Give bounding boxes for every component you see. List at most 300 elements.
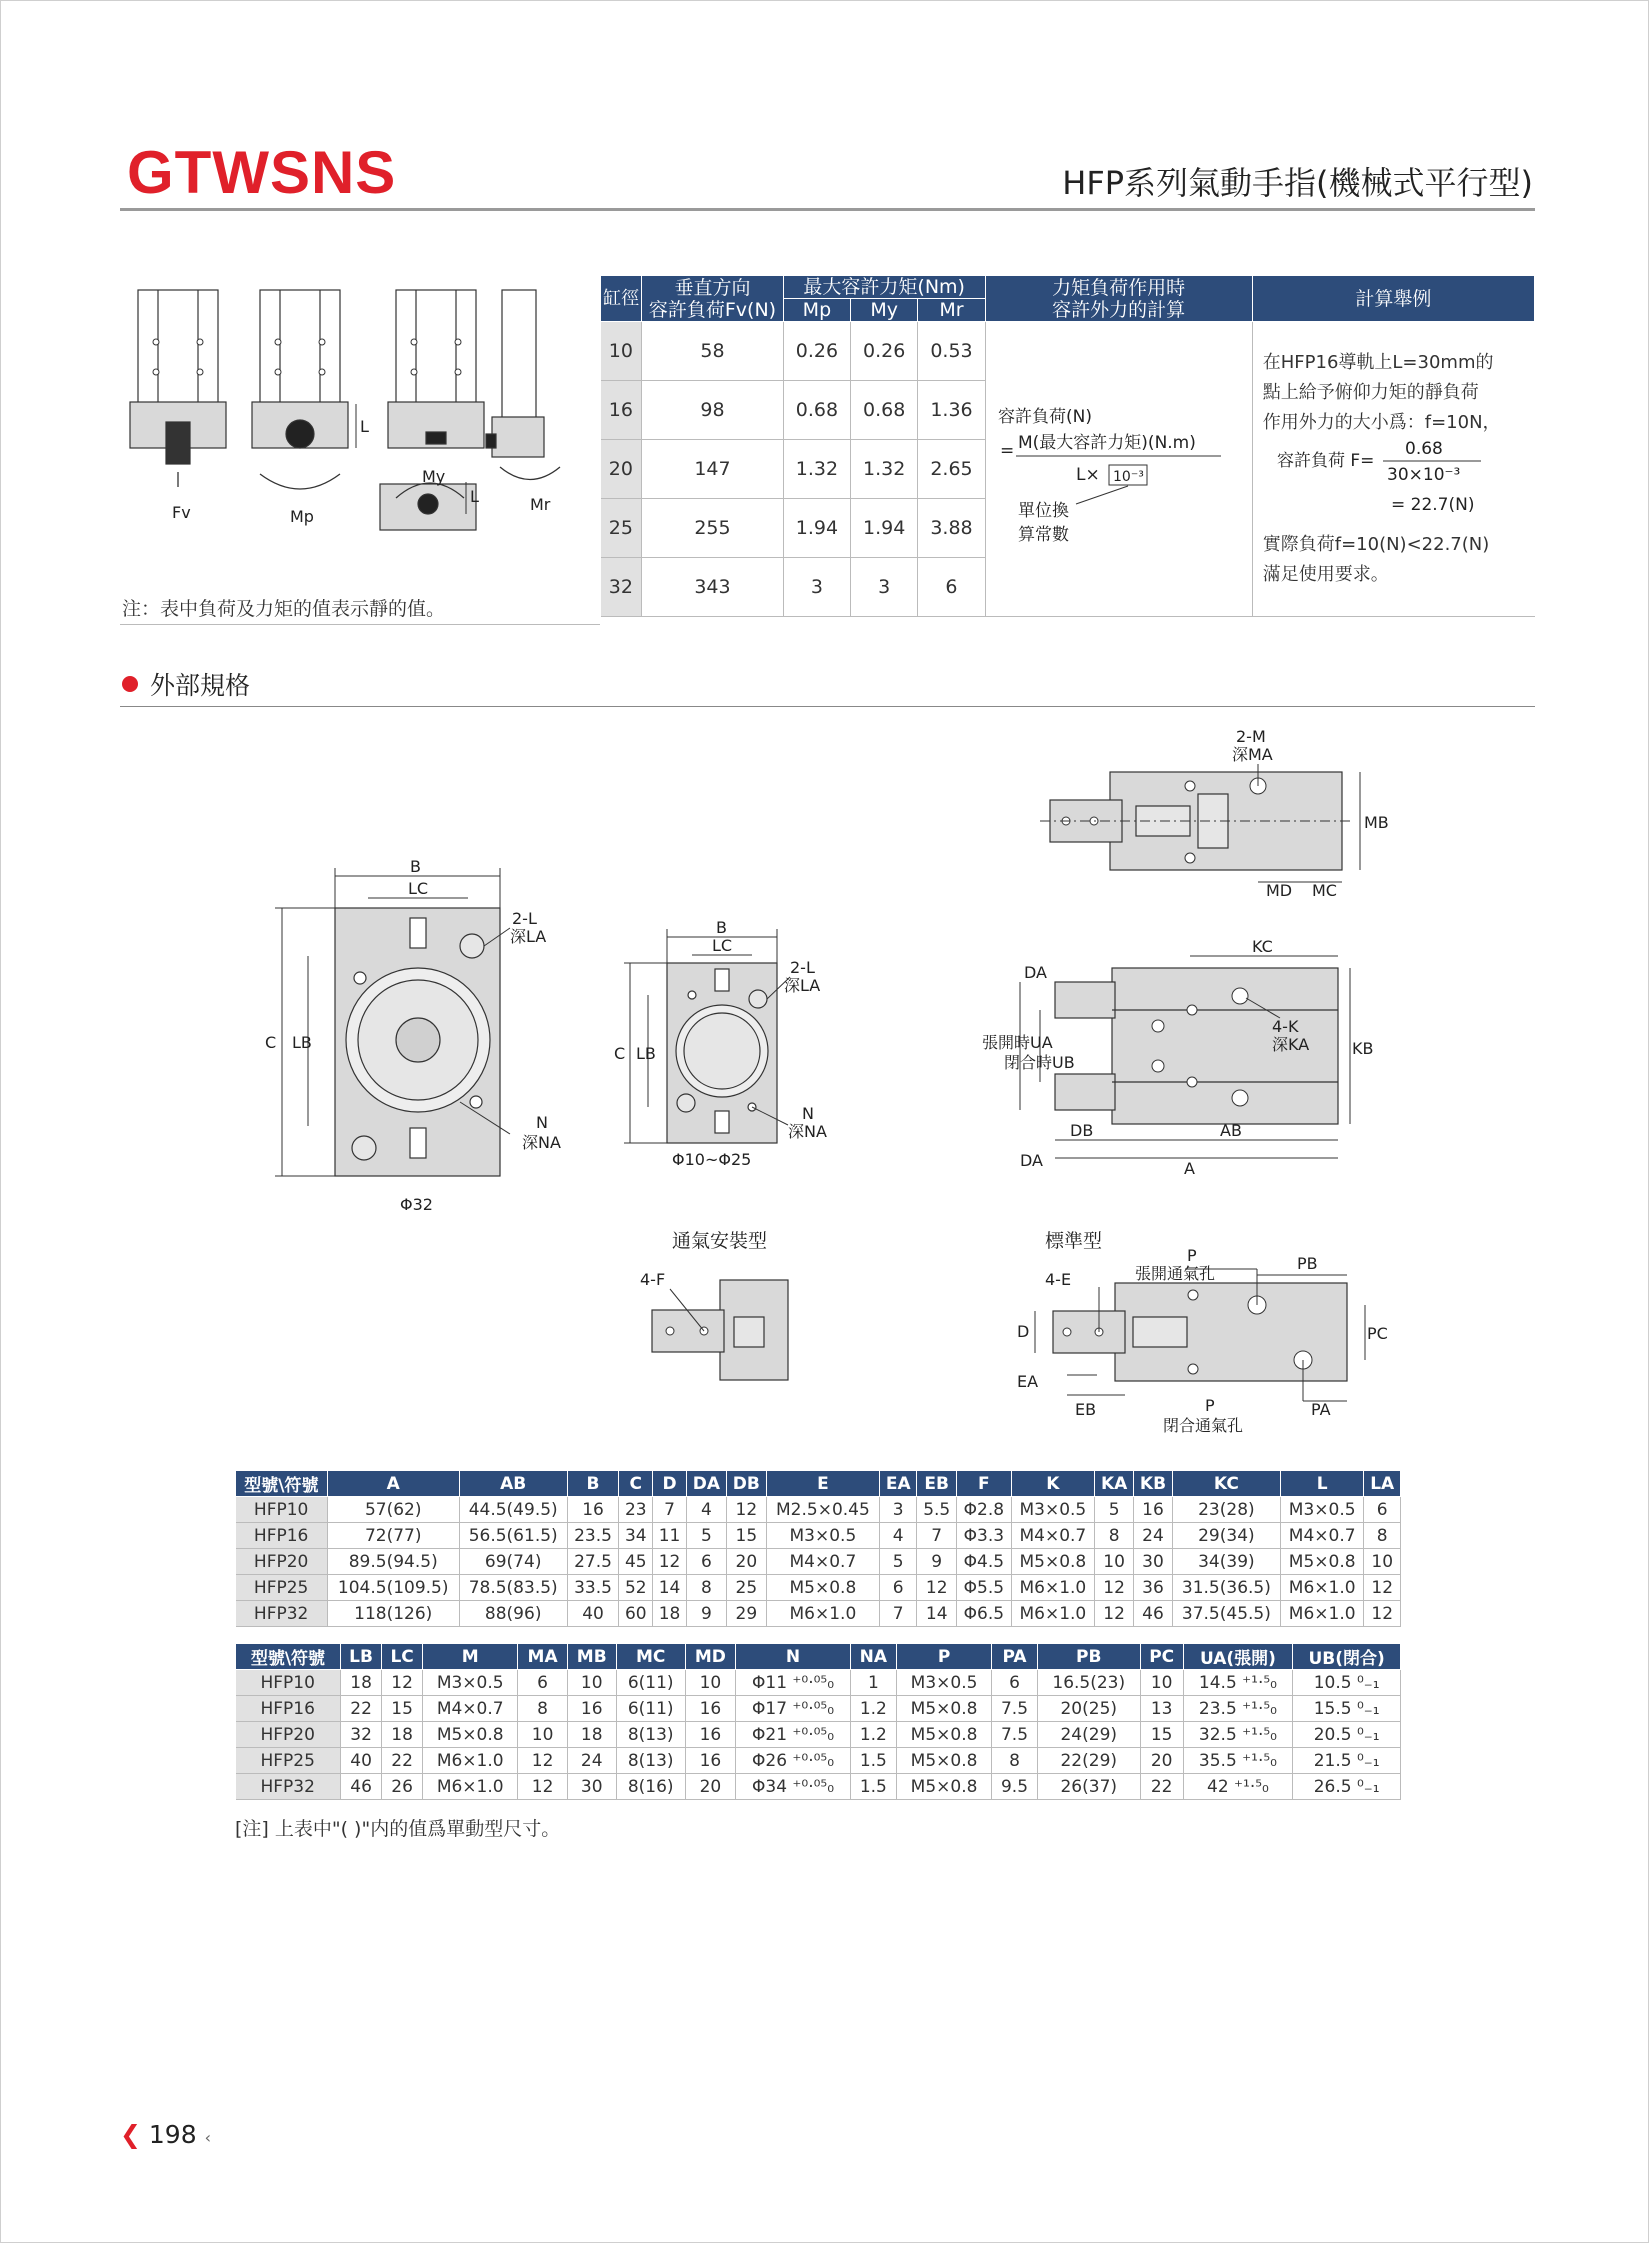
table-cell: M5×0.8 xyxy=(422,1722,518,1748)
spec-table-2 xyxy=(235,1643,1401,1800)
dim-4k: 4-K xyxy=(1272,1017,1299,1036)
table-cell: 15 xyxy=(726,1523,766,1549)
svg-text:30×10⁻³: 30×10⁻³ xyxy=(1386,465,1461,485)
dim-n: N xyxy=(536,1113,548,1132)
table-row: 16 98 0.68 0.68 1.36 xyxy=(601,381,1535,440)
table-cell: 18 xyxy=(653,1601,687,1627)
table-row xyxy=(236,1497,1401,1523)
table-cell: 15 xyxy=(382,1696,423,1722)
spec-table-2-body xyxy=(236,1670,1401,1800)
table-cell: 32 xyxy=(340,1722,381,1748)
spec1-col-5: D xyxy=(653,1471,687,1497)
table-cell: 9 xyxy=(686,1601,726,1627)
table-cell: M3×0.5 xyxy=(766,1523,879,1549)
table-cell: 34(39) xyxy=(1172,1549,1280,1575)
table-cell: 89.5(94.5) xyxy=(327,1549,459,1575)
table-cell: 88(96) xyxy=(459,1601,567,1627)
table-cell: 29(34) xyxy=(1172,1523,1280,1549)
table-cell: 6(11) xyxy=(616,1670,685,1696)
example-graphic xyxy=(1263,438,1523,520)
table-cell: 1 xyxy=(850,1670,896,1696)
table-cell: 1.5 xyxy=(850,1748,896,1774)
formula-cell xyxy=(985,322,1252,617)
table-cell: 23(28) xyxy=(1172,1497,1280,1523)
table-cell: HFP10 xyxy=(236,1497,328,1523)
table-cell: M5×0.8 xyxy=(1280,1549,1364,1575)
col-calc: 力矩負荷作用時 容許外力的計算 xyxy=(985,276,1252,322)
table-cell: 14 xyxy=(917,1601,957,1627)
vent-mount-title: 通氣安裝型 xyxy=(672,1230,768,1252)
spec1-col-15: KC xyxy=(1172,1471,1280,1497)
dim-depth-na: 深NA xyxy=(522,1133,561,1152)
table-cell: M4×0.7 xyxy=(1280,1523,1364,1549)
dim-kc: KC xyxy=(1252,937,1273,956)
dim-eb: EB xyxy=(1075,1400,1097,1419)
vent-mount-view xyxy=(630,1225,810,1390)
table-cell: 30 xyxy=(567,1774,616,1800)
table-cell: 4 xyxy=(880,1523,917,1549)
table-cell: 8(13) xyxy=(616,1722,685,1748)
table-cell: 12 xyxy=(1095,1601,1134,1627)
spec1-col-14: KB xyxy=(1134,1471,1173,1497)
table-cell: Φ3.3 xyxy=(957,1523,1012,1549)
table-cell: M6×1.0 xyxy=(422,1748,518,1774)
table-cell: 44.5(49.5) xyxy=(459,1497,567,1523)
table-cell: 33.5 xyxy=(567,1575,619,1601)
table-cell: 5.5 xyxy=(917,1497,957,1523)
table-cell: 22 xyxy=(382,1748,423,1774)
table-cell: 78.5(83.5) xyxy=(459,1575,567,1601)
table-cell: 6 xyxy=(518,1670,567,1696)
dim-4f: 4-F xyxy=(640,1270,666,1289)
svg-text:M(最大容許力矩)(N.m): M(最大容許力矩)(N.m) xyxy=(1017,432,1196,453)
spec1-col-11: F xyxy=(957,1471,1012,1497)
spec-table-1 xyxy=(235,1470,1401,1627)
table-cell: HFP32 xyxy=(236,1774,341,1800)
table-cell: 20(25) xyxy=(1037,1696,1140,1722)
spec2-col-0: 型號\符號 xyxy=(236,1644,341,1670)
table-cell: HFP25 xyxy=(236,1748,341,1774)
table-cell: 24 xyxy=(1134,1523,1173,1549)
table-cell: 11 xyxy=(653,1523,687,1549)
table-cell: 3 xyxy=(880,1497,917,1523)
table-cell: 46 xyxy=(340,1774,381,1800)
table-cell: M6×1.0 xyxy=(422,1774,518,1800)
dim-c: C xyxy=(265,1033,277,1052)
table-row xyxy=(236,1549,1401,1575)
spec2-col-13: PC xyxy=(1140,1644,1183,1670)
table-cell: 25 xyxy=(726,1575,766,1601)
svg-text:單位換: 單位換 xyxy=(1017,500,1069,521)
col-max-moment: 最大容許力矩(Nm) xyxy=(783,276,985,299)
dim-lc: LC xyxy=(408,879,429,898)
spec1-col-1: A xyxy=(327,1471,459,1497)
table-row xyxy=(236,1575,1401,1601)
table-row xyxy=(236,1748,1401,1774)
spec2-col-8: N xyxy=(736,1644,851,1670)
dim-lb: LB xyxy=(292,1033,312,1052)
label-l-distance: L xyxy=(360,417,369,436)
table-cell: 20 xyxy=(685,1774,735,1800)
spec1-col-16: L xyxy=(1280,1471,1364,1497)
table-cell: 10 xyxy=(567,1670,616,1696)
table-cell: Φ4.5 xyxy=(957,1549,1012,1575)
spec1-col-12: K xyxy=(1011,1471,1095,1497)
spec-table-1-body xyxy=(236,1497,1401,1627)
table-cell: M6×1.0 xyxy=(1280,1575,1364,1601)
table-cell: Φ6.5 xyxy=(957,1601,1012,1627)
table-cell: 1.2 xyxy=(850,1722,896,1748)
label-phi10-25: Φ10~Φ25 xyxy=(672,1150,752,1169)
table-cell: 8(13) xyxy=(616,1748,685,1774)
table-cell: HFP32 xyxy=(236,1601,328,1627)
table-cell: 16 xyxy=(567,1497,619,1523)
table-cell: 23.5 xyxy=(567,1523,619,1549)
col-mr: Mr xyxy=(918,299,985,322)
table-cell: 12 xyxy=(382,1670,423,1696)
spec1-col-9: EA xyxy=(880,1471,917,1497)
chevron-small-icon: ‹ xyxy=(204,2128,211,2147)
svg-text:算常數: 算常數 xyxy=(1017,524,1069,545)
table-cell: 16.5(23) xyxy=(1037,1670,1140,1696)
table-cell: 21.5 ⁰₋₁ xyxy=(1293,1748,1401,1774)
table-cell: M6×1.0 xyxy=(766,1601,879,1627)
label-open-port: 張開通氣孔 xyxy=(1135,1264,1216,1283)
table-cell: 60 xyxy=(619,1601,653,1627)
dim-depth-na-small: 深NA xyxy=(788,1122,827,1141)
table-cell: 29 xyxy=(726,1601,766,1627)
series-title: HFP系列氣動手指(機械式平行型) xyxy=(1062,164,1533,202)
table-cell: 12 xyxy=(518,1748,567,1774)
table-cell: 16 xyxy=(1134,1497,1173,1523)
dim-pa: PA xyxy=(1311,1400,1331,1419)
spec2-col-5: MB xyxy=(567,1644,616,1670)
table-cell: 10 xyxy=(1140,1670,1183,1696)
col-vertical-load: 垂直方向 容許負荷Fv(N) xyxy=(642,276,784,322)
table-cell: M5×0.8 xyxy=(896,1696,992,1722)
table-cell: M2.5×0.45 xyxy=(766,1497,879,1523)
table-cell: M5×0.8 xyxy=(1011,1549,1095,1575)
chevron-left-icon: ❮ xyxy=(120,2120,141,2149)
table-row xyxy=(236,1670,1401,1696)
svg-text:容許負荷 F=: 容許負荷 F= xyxy=(1276,451,1375,471)
table-cell: 56.5(61.5) xyxy=(459,1523,567,1549)
table-cell: 9.5 xyxy=(992,1774,1037,1800)
table-cell: M5×0.8 xyxy=(896,1774,992,1800)
table-cell: M3×0.5 xyxy=(896,1670,992,1696)
table-cell: M3×0.5 xyxy=(1280,1497,1364,1523)
spec2-col-6: MC xyxy=(616,1644,685,1670)
table-cell: 22 xyxy=(340,1696,381,1722)
page-number: ❮ 198 ‹ xyxy=(120,2120,211,2149)
spec1-col-8: E xyxy=(766,1471,879,1497)
label-close-port: 閉合通氣孔 xyxy=(1163,1416,1244,1435)
spec1-col-6: DA xyxy=(686,1471,726,1497)
section-title: 外部規格 xyxy=(122,666,250,702)
spec1-col-10: EB xyxy=(917,1471,957,1497)
label-mr: Mr xyxy=(530,495,551,514)
table-cell: 46 xyxy=(1134,1601,1173,1627)
table-cell: 12 xyxy=(726,1497,766,1523)
dim-depth-la: 深LA xyxy=(510,927,547,946)
table-cell: 6 xyxy=(686,1549,726,1575)
top-view xyxy=(1040,728,1390,898)
dim-ab: AB xyxy=(1220,1121,1242,1140)
example-cell: 在HFP16導軌上L=30mm的 點上給予俯仰力矩的靜負荷 作用外力的大小爲：f=10N， 容許負荷 F= 0.68 30×10⁻³ = 22.7(N) 實際負荷f=10(N)<22.7(N) 滿足使用要求。 xyxy=(1252,322,1534,617)
table-cell: 40 xyxy=(340,1748,381,1774)
dim-p-open: P xyxy=(1187,1246,1197,1265)
table-cell: 12 xyxy=(917,1575,957,1601)
table-cell: Φ26 ⁺⁰·⁰⁵₀ xyxy=(736,1748,851,1774)
table-cell: 8 xyxy=(518,1696,567,1722)
note-rule xyxy=(120,624,600,625)
dim-ua: 張開時UA xyxy=(982,1033,1053,1052)
dim-pc: PC xyxy=(1367,1324,1388,1343)
table-cell: 57(62) xyxy=(327,1497,459,1523)
table-cell: HFP16 xyxy=(236,1696,341,1722)
table-cell: 36 xyxy=(1134,1575,1173,1601)
table-cell: 24 xyxy=(567,1748,616,1774)
table-row xyxy=(236,1523,1401,1549)
table-cell: 23 xyxy=(619,1497,653,1523)
table-cell: 42 ⁺¹·⁵₀ xyxy=(1183,1774,1293,1800)
table-cell: 10 xyxy=(518,1722,567,1748)
table-cell: 45 xyxy=(619,1549,653,1575)
table-cell: M5×0.8 xyxy=(766,1575,879,1601)
svg-text:L×: L× xyxy=(1075,464,1100,485)
dim-md: MD xyxy=(1266,881,1293,900)
table-cell: 6 xyxy=(992,1670,1037,1696)
spec2-col-4: MA xyxy=(518,1644,567,1670)
table-cell: 72(77) xyxy=(327,1523,459,1549)
label-l-distance-side: L xyxy=(470,487,479,506)
table-cell: HFP25 xyxy=(236,1575,328,1601)
bullet-icon xyxy=(122,676,138,692)
table-cell: 8 xyxy=(1364,1523,1401,1549)
table-cell: 34 xyxy=(619,1523,653,1549)
dim-depth-ma: 深MA xyxy=(1232,745,1273,764)
table-cell: HFP16 xyxy=(236,1523,328,1549)
dim-db: DB xyxy=(1070,1121,1094,1140)
dim-n-small: N xyxy=(802,1104,814,1123)
svg-text:=: = xyxy=(999,440,1014,461)
table-cell: 35.5 ⁺¹·⁵₀ xyxy=(1183,1748,1293,1774)
dim-p-close: P xyxy=(1205,1396,1215,1415)
table-cell: Φ2.8 xyxy=(957,1497,1012,1523)
table-cell: M3×0.5 xyxy=(422,1670,518,1696)
table-cell: 30 xyxy=(1134,1549,1173,1575)
table-cell: 8 xyxy=(686,1575,726,1601)
table-cell: Φ21 ⁺⁰·⁰⁵₀ xyxy=(736,1722,851,1748)
table-cell: 31.5(36.5) xyxy=(1172,1575,1280,1601)
table-cell: 13 xyxy=(1140,1696,1183,1722)
table-cell: Φ34 ⁺⁰·⁰⁵₀ xyxy=(736,1774,851,1800)
dim-d: D xyxy=(1017,1322,1030,1341)
table-cell: HFP20 xyxy=(236,1549,328,1575)
table-cell: 26 xyxy=(382,1774,423,1800)
front-view-phi32 xyxy=(260,858,560,1218)
table-cell: 15 xyxy=(1140,1722,1183,1748)
table-cell: M3×0.5 xyxy=(1011,1497,1095,1523)
table-cell: 5 xyxy=(880,1549,917,1575)
dim-a: A xyxy=(1184,1159,1195,1178)
table-row xyxy=(236,1774,1401,1800)
col-example: 計算舉例 xyxy=(1252,276,1534,322)
table-cell: 16 xyxy=(685,1722,735,1748)
spec2-col-7: MD xyxy=(685,1644,735,1670)
table-cell: M5×0.8 xyxy=(896,1748,992,1774)
table-cell: 6 xyxy=(880,1575,917,1601)
spec-table-2-header xyxy=(236,1644,1401,1670)
table-cell: HFP20 xyxy=(236,1722,341,1748)
table-cell: 12 xyxy=(518,1774,567,1800)
brand-logo: GTWSNS xyxy=(127,139,397,206)
load-table xyxy=(600,275,1535,617)
dim-depth-ka: 深KA xyxy=(1272,1035,1310,1054)
spec2-col-1: LB xyxy=(340,1644,381,1670)
col-bore: 缸徑 xyxy=(601,276,642,322)
table-row xyxy=(236,1696,1401,1722)
spec1-col-0: 型號\符號 xyxy=(236,1471,328,1497)
svg-text:容許負荷(N): 容許負荷(N) xyxy=(997,406,1092,427)
svg-text:= 22.7(N): = 22.7(N) xyxy=(1390,495,1475,515)
table-cell: 12 xyxy=(1364,1575,1401,1601)
table-cell: 15.5 ⁰₋₁ xyxy=(1293,1696,1401,1722)
table-row: 20 147 1.32 1.32 2.65 xyxy=(601,440,1535,499)
table-cell: 22(29) xyxy=(1037,1748,1140,1774)
table-cell: 20.5 ⁰₋₁ xyxy=(1293,1722,1401,1748)
table-cell: 18 xyxy=(567,1722,616,1748)
table-cell: 7 xyxy=(653,1497,687,1523)
header-rule xyxy=(120,208,1535,211)
table-row xyxy=(236,1722,1401,1748)
table-cell: 16 xyxy=(567,1696,616,1722)
dim-b: B xyxy=(410,857,421,876)
table-cell: M4×0.7 xyxy=(1011,1523,1095,1549)
table-cell: 37.5(45.5) xyxy=(1172,1601,1280,1627)
dim-2l: 2-L xyxy=(512,909,537,928)
dim-2m: 2-M xyxy=(1236,727,1266,746)
label-my: My xyxy=(422,467,446,486)
table-cell: 18 xyxy=(340,1670,381,1696)
table-cell: 5 xyxy=(686,1523,726,1549)
dim-pb: PB xyxy=(1297,1254,1318,1273)
spec1-col-2: AB xyxy=(459,1471,567,1497)
table-cell: 26.5 ⁰₋₁ xyxy=(1293,1774,1401,1800)
table-cell: Φ11 ⁺⁰·⁰⁵₀ xyxy=(736,1670,851,1696)
spec2-col-12: PB xyxy=(1037,1644,1140,1670)
dim-mb: MB xyxy=(1364,813,1389,832)
table-cell: 14.5 ⁺¹·⁵₀ xyxy=(1183,1670,1293,1696)
table-cell: 16 xyxy=(685,1696,735,1722)
load-direction-diagram xyxy=(120,282,590,542)
table-cell: 24(29) xyxy=(1037,1722,1140,1748)
table-cell: 69(74) xyxy=(459,1549,567,1575)
table-cell: 6(11) xyxy=(616,1696,685,1722)
dim-lb-small: LB xyxy=(636,1044,656,1063)
table-row xyxy=(236,1601,1401,1627)
table-cell: 9 xyxy=(917,1549,957,1575)
dim-da-top: DA xyxy=(1024,963,1047,982)
table-cell: 7 xyxy=(880,1601,917,1627)
table-cell: 7 xyxy=(917,1523,957,1549)
table-cell: 8(16) xyxy=(616,1774,685,1800)
table-cell: 12 xyxy=(1364,1601,1401,1627)
table-cell: 16 xyxy=(685,1748,735,1774)
table-cell: M6×1.0 xyxy=(1011,1575,1095,1601)
label-fv: Fv xyxy=(172,503,191,522)
table-cell: 20 xyxy=(1140,1748,1183,1774)
spec2-col-3: M xyxy=(422,1644,518,1670)
load-note: 注：表中負荷及力矩的值表示靜的值。 xyxy=(122,598,446,620)
spec1-col-17: LA xyxy=(1364,1471,1401,1497)
standard-type-view xyxy=(1005,1225,1388,1440)
table-cell: 1.5 xyxy=(850,1774,896,1800)
table-cell: M6×1.0 xyxy=(1011,1601,1095,1627)
table-cell: M6×1.0 xyxy=(1280,1601,1364,1627)
side-view xyxy=(920,937,1374,1178)
table-cell: 40 xyxy=(567,1601,619,1627)
col-my: My xyxy=(851,299,918,322)
dim-ub: 閉合時UB xyxy=(1004,1053,1075,1072)
table-cell: HFP10 xyxy=(236,1670,341,1696)
dim-b-small: B xyxy=(716,918,727,937)
col-mp: Mp xyxy=(783,299,850,322)
section-rule xyxy=(120,706,1535,707)
table-cell: 118(126) xyxy=(327,1601,459,1627)
table-cell: 52 xyxy=(619,1575,653,1601)
table-cell: 23.5 ⁺¹·⁵₀ xyxy=(1183,1696,1293,1722)
formula-graphic xyxy=(996,382,1236,552)
table-cell: 1.2 xyxy=(850,1696,896,1722)
dim-c-small: C xyxy=(614,1044,626,1063)
table-cell: Φ5.5 xyxy=(957,1575,1012,1601)
front-view-phi10-25 xyxy=(612,915,842,1170)
table-cell: 12 xyxy=(1095,1575,1134,1601)
dim-kb: KB xyxy=(1352,1039,1374,1058)
table-cell: 7.5 xyxy=(992,1722,1037,1748)
table-cell: 6 xyxy=(1364,1497,1401,1523)
single-acting-note: [注] 上表中"( )"内的值爲單動型尺寸。 xyxy=(235,1818,561,1840)
table-cell: 18 xyxy=(382,1722,423,1748)
spec2-col-2: LC xyxy=(382,1644,423,1670)
table-cell: 10 xyxy=(1095,1549,1134,1575)
table-cell: 104.5(109.5) xyxy=(327,1575,459,1601)
table-cell: 26(37) xyxy=(1037,1774,1140,1800)
dim-4e: 4-E xyxy=(1045,1270,1072,1289)
svg-text:10⁻³: 10⁻³ xyxy=(1112,468,1144,485)
label-phi32: Φ32 xyxy=(400,1195,433,1214)
dim-da-bottom: DA xyxy=(1020,1151,1043,1170)
spec1-col-13: KA xyxy=(1095,1471,1134,1497)
table-cell: 10.5 ⁰₋₁ xyxy=(1293,1670,1401,1696)
spec2-col-14: UA(張開) xyxy=(1183,1644,1293,1670)
table-cell: 32.5 ⁺¹·⁵₀ xyxy=(1183,1722,1293,1748)
table-cell: 27.5 xyxy=(567,1549,619,1575)
dim-ea: EA xyxy=(1017,1372,1039,1391)
table-cell: 10 xyxy=(685,1670,735,1696)
dim-lc-small: LC xyxy=(712,936,733,955)
spec1-col-7: DB xyxy=(726,1471,766,1497)
spec1-col-3: B xyxy=(567,1471,619,1497)
dim-depth-la-small: 深LA xyxy=(784,976,821,995)
spec1-col-4: C xyxy=(619,1471,653,1497)
label-mp: Mp xyxy=(290,507,314,526)
table-cell: 5 xyxy=(1095,1497,1134,1523)
table-cell: 12 xyxy=(653,1549,687,1575)
table-cell: 8 xyxy=(992,1748,1037,1774)
spec2-col-11: PA xyxy=(992,1644,1037,1670)
